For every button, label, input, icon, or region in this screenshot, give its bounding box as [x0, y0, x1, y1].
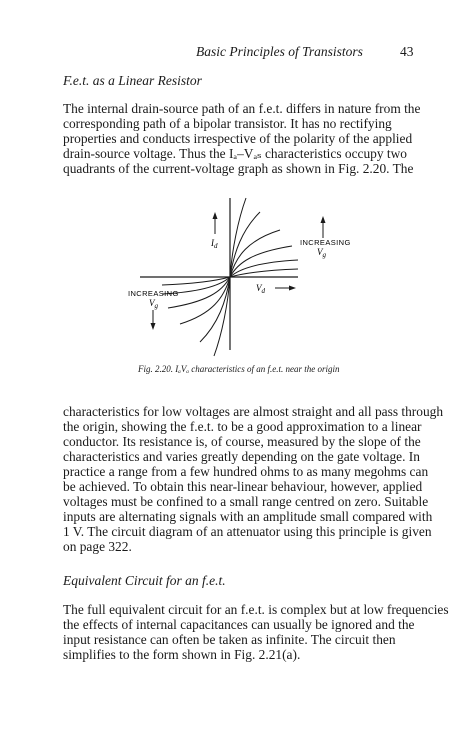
upper-vg-label: $V_g$: [317, 247, 326, 259]
id-arrowhead: [213, 212, 218, 219]
para2-line: voltages must be confined to a small range centred on zero. Suitable: [63, 494, 429, 509]
page-number: 43: [400, 44, 414, 59]
para2-line: practice a range from a few hundred ohms to as many megohms can: [63, 464, 429, 479]
upper-increasing-label: INCREASING: [300, 238, 351, 247]
para2-line: conductor. Its resistance is, of course, measured by the slope of the: [63, 434, 421, 449]
curve: [200, 277, 230, 342]
curve: [230, 230, 280, 277]
figure-caption: Fig. 2.20. IₐVₐ characteristics of an f.e.t. near the origin: [138, 364, 340, 374]
paragraph-intro: [63, 101, 421, 176]
y-axis-label: $I_d$: [211, 238, 218, 250]
para3-line: the effects of internal capacitances can usually be ignored and the: [63, 617, 415, 632]
vd-arrowhead: [289, 286, 296, 291]
para2-line: on page 322.: [63, 539, 132, 554]
curve: [180, 277, 230, 324]
para2-line: inputs are alternating signals with an amplitude small compared with: [63, 509, 433, 524]
paragraph-characteristics: [63, 404, 444, 554]
figure-id-vd-characteristics: [120, 190, 360, 360]
section-heading-linear-resistor: F.e.t. as a Linear Resistor: [63, 73, 202, 88]
para2-line: be achieved. To obtain this near-linear behaviour, however, applied: [63, 479, 423, 494]
para1-line: The internal drain-source path of an f.e.t. differs in nature from the: [63, 101, 421, 116]
section-heading-equivalent-circuit: Equivalent Circuit for an f.e.t.: [63, 573, 226, 588]
para1-line: quadrants of the current-voltage graph as shown in Fig. 2.20. The: [63, 161, 414, 176]
lower-increasing-label: INCREASING: [128, 289, 179, 298]
para1-line: properties and conducts irrespective of the polarity of the applied: [63, 131, 413, 146]
para3-line: input resistance can often be taken as infinite. The circuit then: [63, 632, 396, 647]
vg-down-arrowhead: [151, 323, 156, 330]
para1-line: corresponding path of a bipolar transistor. It has no rectifying: [63, 116, 392, 131]
running-head: Basic Principles of Transistors: [196, 44, 363, 59]
paragraph-equivalent-circuit: [63, 602, 449, 662]
para1-line: drain-source voltage. Thus the Iₐ–Vₐₛ characteristics occupy two: [63, 146, 408, 161]
para3-line: simplifies to the form shown in Fig. 2.21(a).: [63, 647, 301, 662]
para2-line: characteristics for low voltages are almost straight and all pass through: [63, 404, 444, 419]
lower-vg-label: $V_g$: [149, 298, 158, 310]
vg-up-arrowhead: [321, 216, 326, 223]
curve: [230, 212, 260, 277]
para2-line: characteristics and varies greatly depending on the gate voltage. In: [63, 449, 420, 464]
x-axis-label: $V_d$: [256, 283, 265, 295]
para3-line: The full equivalent circuit for an f.e.t. is complex but at low frequencies: [63, 602, 449, 617]
para2-line: the origin, showing the f.e.t. to be a good approximation to a linear: [63, 419, 422, 434]
para2-line: 1 V. The circuit diagram of an attenuator using this principle is given: [63, 524, 432, 539]
